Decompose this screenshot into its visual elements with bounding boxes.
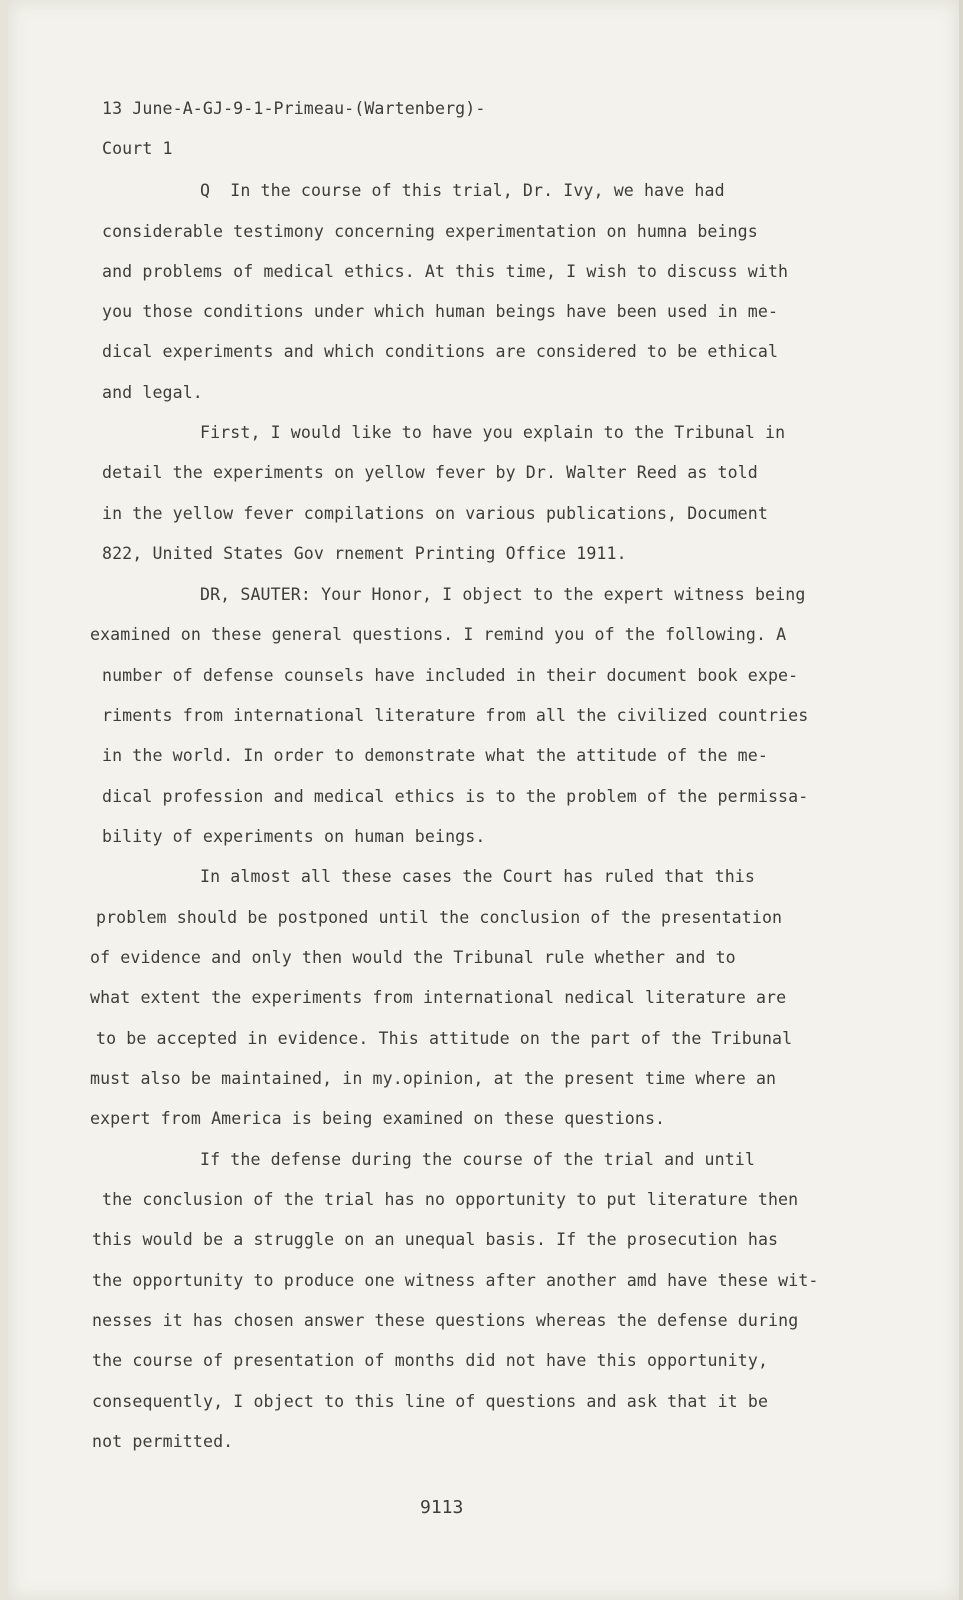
body-line: number of defense counsels have included in their document book expe- <box>102 666 799 685</box>
body-line: examined on these general questions. I remind you of the following. A <box>90 625 787 644</box>
body-line: what extent the experiments from international nedical literature are <box>90 988 787 1007</box>
body-line: detail the experiments on yellow fever by Dr. Walter Reed as told <box>102 463 758 482</box>
header-line-2: Court 1 <box>102 139 173 158</box>
body-line: and problems of medical ethics. At this time, I wish to discuss with <box>102 262 789 281</box>
body-line: in the world. In order to demonstrate what the attitude of the me- <box>102 746 768 765</box>
header-line-1: 13 June-A-GJ-9-1-Primeau-(Wartenberg)- <box>102 99 486 118</box>
body-line: In almost all these cases the Court has ruled that this <box>200 867 755 886</box>
body-line: in the yellow fever compilations on various publications, Document <box>102 504 768 523</box>
page-number: 9113 <box>420 1497 464 1518</box>
body-line: not permitted. <box>92 1432 234 1451</box>
body-line: consequently, I object to this line of questions and ask that it be <box>92 1392 769 1411</box>
body-line: 822, United States Gov rnement Printing Office 1911. <box>102 544 627 563</box>
body-line: dical experiments and which conditions are considered to be ethical <box>102 342 779 361</box>
body-line: you those conditions under which human beings have been used in me- <box>102 302 779 321</box>
body-line: dical profession and medical ethics is to the problem of the permissa- <box>102 787 809 806</box>
body-line: the conclusion of the trial has no opportunity to put literature then <box>102 1190 799 1209</box>
body-line: Q In the course of this trial, Dr. Ivy, we have had <box>200 181 725 200</box>
body-line: to be accepted in evidence. This attitude on the part of the Tribunal <box>96 1029 793 1048</box>
body-line: this would be a struggle on an unequal basis. If the prosecution has <box>92 1230 779 1249</box>
body-line: and legal. <box>102 383 203 402</box>
body-line: nesses it has chosen answer these questions whereas the defense during <box>92 1311 799 1330</box>
body-line: the course of presentation of months did not have this opportunity, <box>92 1351 769 1370</box>
body-line: of evidence and only then would the Tribunal rule whether and to <box>90 948 736 967</box>
body-line: riments from international literature from all the civilized countries <box>102 706 809 725</box>
page-edge <box>0 0 8 1600</box>
body-line: DR, SAUTER: Your Honor, I object to the expert witness being <box>200 585 806 604</box>
body-line: If the defense during the course of the trial and until <box>200 1150 755 1169</box>
body-line: expert from America is being examined on these questions. <box>90 1109 666 1128</box>
body-line: First, I would like to have you explain to the Tribunal in <box>200 423 786 442</box>
body-line: problem should be postponed until the conclusion of the presentation <box>96 908 783 927</box>
body-line: bility of experiments on human beings. <box>102 827 486 846</box>
body-line: must also be maintained, in my.opinion, at the present time where an <box>90 1069 777 1088</box>
body-line: the opportunity to produce one witness after another amd have these wit- <box>92 1271 819 1290</box>
body-line: considerable testimony concerning experimentation on humna beings <box>102 222 758 241</box>
